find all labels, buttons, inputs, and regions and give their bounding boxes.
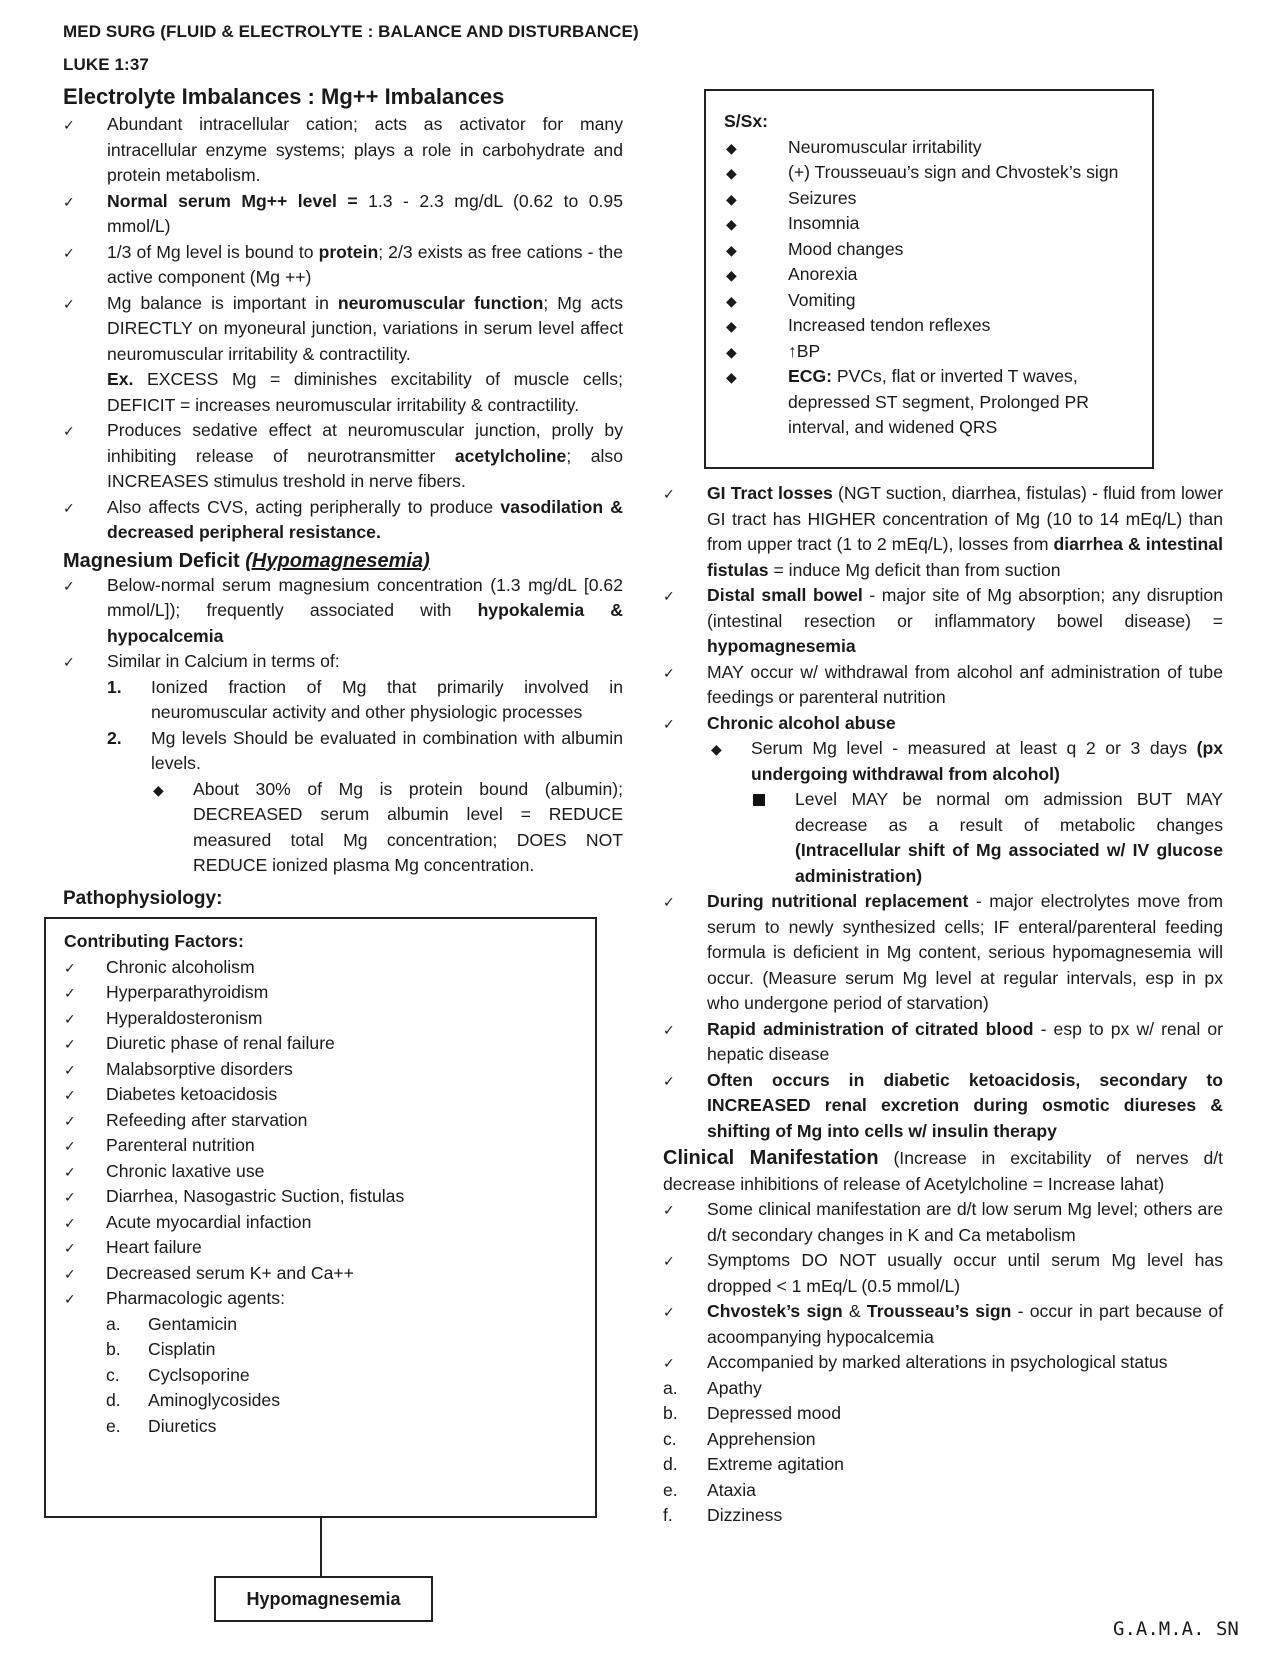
hypomagnesemia-box: Hypomagnesemia [214,1576,433,1622]
list-item: ✓ Symptoms DO NOT usually occur until serum Mg level has dropped < 1 mEq/L (0.5 mmol/L) [663,1250,1223,1296]
deficit-list [63,573,623,879]
list-item: ◆ ECG: PVCs, flat or inverted T waves, depressed ST segment, Prolonged PR interval, and widened QRS [726,366,1089,437]
left-column [63,84,623,879]
diamond-bullet-icon: ◆ [726,343,737,360]
verse-reference: LUKE 1:37 [63,55,149,74]
list-item: ✓ 1/3 of Mg level is bound to protein; 2/3 exists as free cations - the active component (Mg ++) [63,241,623,287]
list-item: ✓ Malabsorptive disorders [64,1057,584,1083]
check-icon: ✓ [663,588,675,604]
check-icon: ✓ [64,959,76,976]
list-item: ◆ Seizures [724,186,1124,212]
list-item: ◆ Vomiting [724,288,1124,314]
check-icon: ✓ [663,1304,675,1320]
check-icon: ✓ [64,1010,76,1027]
diamond-bullet-icon: ◆ [726,267,737,283]
sub-item: ◆ Serum Mg level - measured at least q 2 or 3 days (px undergoing withdrawal from alcohol) [711,738,1223,784]
check-icon: ✓ [63,117,75,133]
list-item: ✓ Pharmacologic agents: [64,1286,584,1312]
check-icon: ✓ [64,1189,76,1205]
list-item: d. Extreme agitation [663,1454,844,1474]
check-icon: ✓ [64,1112,76,1129]
check-icon: ✓ [64,1138,76,1154]
list-item: c. Cyclsoporine [106,1364,250,1385]
list-item: ✓ Diarrhea, Nasogastric Suction, fistulas [64,1184,584,1210]
list-item: ◆ Anorexia [724,262,1124,288]
ssx-heading: S/Sx: [724,111,769,131]
list-item: ◆ Neuromuscular irritability [724,135,1124,161]
list-item: ✓ Similar in Calcium in terms of: [63,649,623,675]
list-item: d. Aminoglycosides [106,1390,281,1410]
check-icon: ✓ [63,577,75,594]
list-item: ✓ Chvostek’s sign & Trousseau’s sign - occur in part because of acoompanying hypocalcemia [663,1301,1224,1347]
check-icon: ✓ [64,1240,76,1256]
diamond-bullet-icon: ◆ [726,318,737,334]
list-item: ✓ Hyperparathyroidism [64,980,584,1006]
square-bullet-icon [753,794,765,806]
diamond-bullet-icon: ◆ [726,292,737,309]
agent-list [64,1312,584,1440]
ssx-box [704,89,1154,469]
list-item: ◆ Increased tendon reflexes [724,313,1124,339]
list-item: ✓ Hyperaldosteronism [64,1006,584,1032]
intro-list [63,112,623,546]
check-icon: ✓ [663,1072,675,1089]
list-item: ✓ Below-normal serum magnesium concentration (1.3 mg/dL [0.62 mmol/L]); frequently associated with hypokalemia & hypocalcemia [63,574,623,646]
check-icon: ✓ [64,1214,76,1231]
list-item: c. Apprehension [663,1428,816,1449]
list-item: ✓ Rapid administration of citrated blood - esp to px w/ renal or hepatic disease [663,1018,1223,1064]
list-item: ✓ During nutritional replacement - major electrolytes move from serum to newly synthesized cells; IF enteral/parenteral feeding formula is deficient in Mg content, serious hypomagnesemia will occur. (Measure serum Mg level at regular intervals, esp in px who undergone period of starvation) [663,891,1223,1013]
numbered-item: 2. Mg levels Should be evaluated in combination with albumin levels. [107,727,623,773]
check-icon: ✓ [63,244,75,261]
list-item: ✓ Heart failure [64,1235,584,1261]
diamond-bullet-icon: ◆ [153,781,164,798]
sub-item: ◆ About 30% of Mg is protein bound (albumin); DECREASED serum albumin level = REDUCE measured total Mg concentration; DOES NOT REDUCE ionized plasma Mg concentration. [153,778,623,875]
check-icon: ✓ [63,423,75,439]
factor-list [64,955,584,1312]
list-item: e. Diuretics [106,1415,217,1436]
list-item: ✓ Diuretic phase of renal failure [64,1031,584,1057]
check-icon: ✓ [64,1061,76,1078]
check-icon: ✓ [663,486,675,502]
causes-list [663,481,1223,1529]
list-item: ◆ (+) Trousseuau’s sign and Chvostek’s sign [724,160,1124,186]
list-item: ✓ Mg balance is important in neuromuscular function; Mg acts DIRECTLY on myoneural junction, variations in serum level affect neuromuscular irritability & contractility. Ex. EXCESS Mg = diminishes excitability of muscle cells; DEFICIT = increases neuromuscular irritability & contractility. [63,292,623,415]
diamond-bullet-icon: ◆ [726,165,737,181]
document-title: MED SURG (FLUID & ELECTROLYTE : BALANCE AND DISTURBANCE) [63,22,639,41]
section-heading-deficit: Magnesium Deficit (Hypomagnesemia) [63,549,430,572]
list-item: ✓ Acute myocardial infaction [64,1210,584,1236]
list-item: b. Depressed mood [663,1403,841,1423]
list-item: ✓ Some clinical manifestation are d/t low serum Mg level; others are d/t secondary changes in K and Ca metabolism [663,1199,1223,1245]
list-item: ✓ MAY occur w/ withdrawal from alcohol anf administration of tube feedings or parenteral nutrition [663,661,1223,707]
check-icon: ✓ [663,1021,675,1038]
pathophysiology-heading: Pathophysiology: [63,888,223,909]
list-item: ✓ Also affects CVS, acting peripherally to produce vasodilation & decreased peripheral resistance. [63,496,623,542]
diamond-bullet-icon: ◆ [726,216,737,232]
sub-sub-item: Level MAY be normal om admission BUT MAY decrease as a result of metabolic changes (Intracellular shift of Mg associated w/ IV glucose administration) [663,787,1223,889]
diamond-bullet-icon: ◆ [726,190,737,207]
list-item: ✓ GI Tract losses (NGT suction, diarrhea, fistulas) - fluid from lower GI tract has HIGHER concentration of Mg (10 to 14 mEq/L) than from upper tract (1 to 2 mEq/L), losses from diarrhea & intestinal fistulas = induce Mg deficit than from suction [663,483,1223,580]
diamond-bullet-icon: ◆ [711,741,722,757]
connector-line [320,1518,322,1578]
list-item: ✓ Abundant intracellular cation; acts as activator for many intracellular enzyme systems; plays a role in carbohydrate and protein metabolism. [63,114,623,185]
check-icon: ✓ [64,1087,76,1103]
list-item: b. Cisplatin [106,1339,216,1359]
list-item: ✓ Often occurs in diabetic ketoacidosis, secondary to INCREASED renal excretion during osmotic diureses & shifting of Mg into cells w/ insulin therapy [663,1069,1223,1141]
list-item: ✓ Produces sedative effect at neuromuscular junction, prolly by inhibiting release of neurotransmitter acetylcholine; also INCREASES stimulus treshold in nerve fibers. [63,420,623,491]
check-icon: ✓ [63,193,75,210]
check-icon: ✓ [663,715,675,732]
check-icon: ✓ [63,499,75,516]
list-item: a. Gentamicin [106,1313,237,1334]
list-item: ◆ ↑BP [724,339,1124,365]
list-item: ✓ Chronic laxative use [64,1159,584,1185]
list-item: ✓ Parenteral nutrition [64,1133,584,1159]
list-item: e. Ataxia [663,1479,756,1500]
check-icon: ✓ [63,654,75,670]
check-icon: ✓ [64,1163,76,1180]
section-heading-mg-imbalances: Electrolyte Imbalances : Mg++ Imbalances [63,84,505,109]
check-icon: ✓ [63,295,75,312]
list-item: ✓ Accompanied by marked alterations in psychological status [663,1350,1223,1376]
check-icon: ✓ [64,985,76,1001]
factors-heading: Contributing Factors: [64,931,244,951]
ssx-list [724,135,1124,365]
check-icon: ✓ [64,1291,76,1307]
list-item: ✓ Chronic alcohol abuse [663,711,1223,737]
check-icon: ✓ [663,894,675,910]
footer-signature: G.A.M.A. SN [1113,1618,1239,1640]
diamond-bullet-icon: ◆ [726,241,737,258]
list-item: ✓ Chronic alcoholism [64,955,584,981]
check-icon: ✓ [64,1036,76,1052]
list-item: ✓ Distal small bowel - major site of Mg absorption; any disruption (intestinal resection or inflammatory bowel disease) = hypomagnesemia [663,585,1223,656]
list-item: ✓ Refeeding after starvation [64,1108,584,1134]
list-item: f. Dizziness [663,1505,783,1525]
list-item: a. Apathy [663,1377,762,1398]
list-item: ◆ Insomnia [724,211,1124,237]
check-icon: ✓ [663,1202,675,1218]
diamond-bullet-icon: ◆ [726,369,737,385]
list-item: ✓ Decreased serum K+ and Ca++ [64,1261,584,1287]
numbered-item: 1. Ionized fraction of Mg that primarily involved in neuromuscular activity and other physiologic processes [107,676,623,722]
check-icon: ✓ [663,1253,675,1269]
clinical-heading: Clinical Manifestation (Increase in excitability of nerves d/t decrease inhibitions of release of Acetylcholine = Increase lahat) [663,1147,1224,1194]
check-icon: ✓ [64,1265,76,1282]
list-item: ✓ Diabetes ketoacidosis [64,1082,584,1108]
check-icon: ✓ [663,1355,675,1371]
contributing-factors-box [44,917,597,1518]
check-icon: ✓ [663,664,675,681]
list-item: ✓ Normal serum Mg++ level = 1.3 - 2.3 mg/dL (0.62 to 0.95 mmol/L) [63,190,623,236]
list-item: ◆ Mood changes [724,237,1124,263]
diamond-bullet-icon: ◆ [726,139,737,156]
psych-list [663,1376,1223,1529]
